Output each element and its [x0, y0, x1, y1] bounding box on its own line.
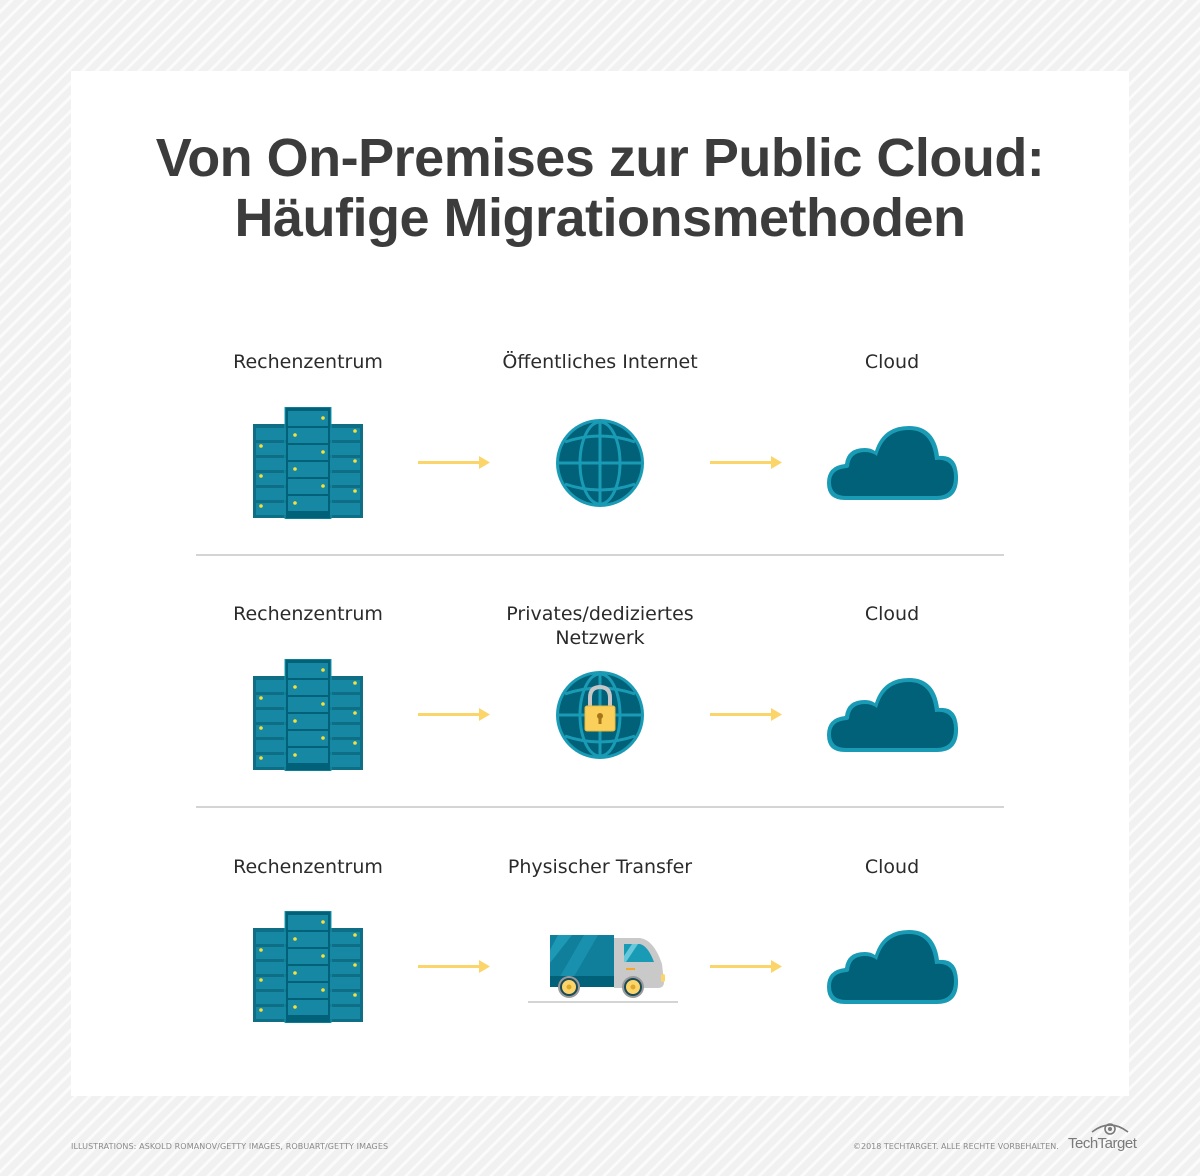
title-line-2: Häufige Migrationsmethoden — [234, 188, 966, 248]
arrow-right-icon — [710, 960, 782, 974]
source-label: Rechenzentrum — [233, 603, 383, 625]
target-label: Cloud — [864, 603, 920, 625]
techtarget-eye-icon — [1090, 1120, 1130, 1136]
arrow-right-icon — [418, 708, 490, 722]
cloud-icon — [825, 418, 961, 504]
channel-label-line-2: Netzwerk — [555, 627, 645, 649]
cloud-icon — [825, 922, 961, 1008]
channel-label: Öffentliches Internet — [502, 351, 698, 373]
target-label: Cloud — [864, 351, 920, 373]
globe-icon — [555, 418, 645, 508]
techtarget-logo: TechTarget — [1068, 1135, 1137, 1152]
server-rack-icon — [253, 407, 365, 519]
truck-icon — [528, 928, 680, 1004]
row-divider — [196, 554, 1004, 556]
cloud-icon — [825, 670, 961, 756]
title-line-1: Von On-Premises zur Public Cloud: — [155, 128, 1045, 188]
row-divider — [196, 806, 1004, 808]
arrow-right-icon — [710, 708, 782, 722]
arrow-right-icon — [418, 456, 490, 470]
arrow-right-icon — [710, 456, 782, 470]
page-title — [0, 128, 1200, 248]
server-rack-icon — [253, 911, 365, 1023]
channel-label — [450, 602, 750, 650]
globe-lock-icon — [555, 670, 645, 760]
arrow-right-icon — [418, 960, 490, 974]
target-label: Cloud — [864, 856, 920, 878]
illustration-credits: ILLUSTRATIONS: ASKOLD ROMANOV/GETTY IMAGES, ROBUART/GETTY IMAGES — [71, 1142, 389, 1151]
channel-label-line-1: Privates/dediziertes — [506, 603, 694, 625]
source-label: Rechenzentrum — [233, 351, 383, 373]
copyright-notice: ©2018 TECHTARGET. ALLE RECHTE VORBEHALTEN. — [853, 1142, 1059, 1151]
channel-label: Physischer Transfer — [507, 856, 693, 878]
server-rack-icon — [253, 659, 365, 771]
source-label: Rechenzentrum — [233, 856, 383, 878]
